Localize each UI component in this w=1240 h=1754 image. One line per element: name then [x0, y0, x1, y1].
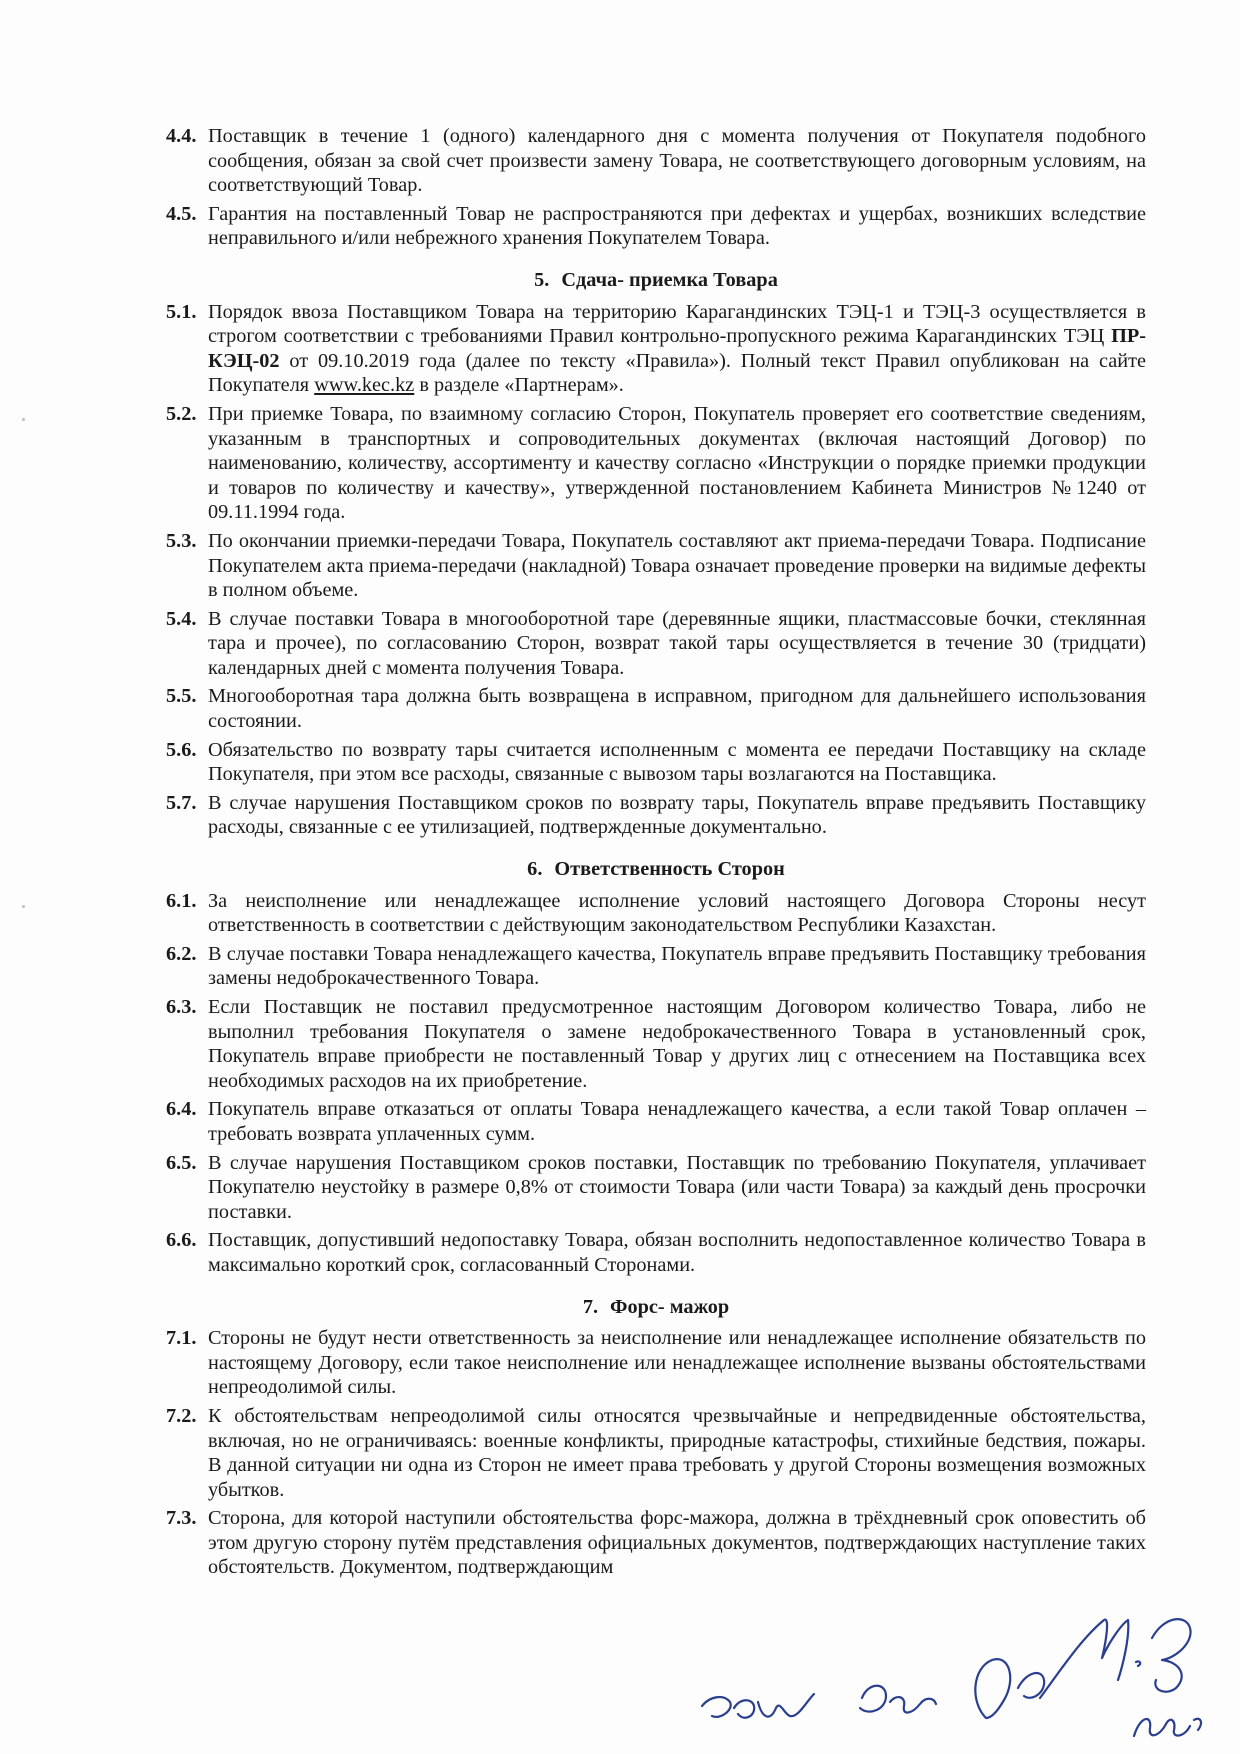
section-6-heading: [166, 857, 1146, 882]
clause-6-6: [166, 1228, 1146, 1277]
rules-code: ПР-КЭЦ-02: [208, 325, 1146, 372]
clause-number: 5.2.: [166, 402, 197, 425]
clause-number: 6.2.: [166, 942, 197, 965]
clause-5-1: [166, 300, 1146, 398]
clause-number: 6.5.: [166, 1151, 197, 1174]
clause-number: 6.1.: [166, 889, 197, 912]
clause-5-4: [166, 607, 1146, 681]
clause-text: Сторона, для которой наступили обстоятельства форс-мажора, должна в трёхдневный срок оповестить об этом другую сторону путём представления официальных документов, подтверждающих наступление таких обстоятельств. Документом, подтверждающим: [208, 1507, 1146, 1579]
clause-text: Покупатель вправе отказаться от оплаты Товара ненадлежащего качества, а если такой Товар оплачен – требовать возврата уплаченных сумм.: [208, 1098, 1146, 1145]
website-link[interactable]: www.kec.kz: [314, 374, 415, 397]
clause-number: 7.1.: [166, 1327, 197, 1350]
clause-number: 5.6.: [166, 738, 197, 761]
clause-5-7: [166, 791, 1146, 840]
clause-text: Поставщик в течение 1 (одного) календарного дня с момента получения от Покупателя подобного сообщения, обязан за свой счет произвести замену Товара, не соответствующего договорным условиям, на соответствующий Товар.: [208, 125, 1146, 197]
clause-text: Если Поставщик не поставил предусмотренное настоящим Договором количество Товара, либо не выполнил требования Покупателя о замене недоброкачественного Товара в установленный срок, Покупатель вправе приобрести не поставленный Товар у других лиц с отнесением на Поставщика всех необходимых расходов на их приобретение.: [208, 996, 1146, 1092]
clause-4-5: [166, 202, 1146, 251]
clause-6-5: [166, 1151, 1146, 1225]
section-number: 5.: [534, 268, 550, 291]
clause-number: 5.4.: [166, 607, 197, 630]
clause-7-1: [166, 1326, 1146, 1400]
clause-text: При приемке Товара, по взаимному согласию Сторон, Покупатель проверяет его соответствие сведениям, указанным в транспортных и сопроводительных документах (включая настоящий Договор) по наименованию, количеству, ассортименту и качеству согласно «Инструкции о порядке приемки продукции и товаров по количеству и качеству», утвержденной постановлением Кабинета Министров №1240 от 09.11.1994 года.: [208, 402, 1146, 524]
clause-5-5: [166, 684, 1146, 733]
clause-text-part: в разделе «Партнерам».: [414, 374, 624, 397]
section-title: Сдача- приемка Товара: [561, 268, 778, 291]
section-number: 6.: [527, 858, 543, 881]
contract-text: [166, 124, 1146, 1584]
handwritten-signatures-icon: [690, 1598, 1220, 1748]
clause-text: Многооборотная тара должна быть возвращена в исправном, пригодном для дальнейшего использования состоянии.: [208, 685, 1146, 733]
clause-number: 4.5.: [166, 202, 197, 225]
clause-text: Поставщик, допустивший недопоставку Товара, обязан восполнить недопоставленное количество Товара в максимально короткий срок, согласованный Сторонами.: [208, 1229, 1146, 1276]
clause-text: К обстоятельствам непреодолимой силы относятся чрезвычайные и непредвиденные обстоятельства, включая, но не ограничиваясь: военные конфликты, природные катастрофы, стихийные бедствия, пожары. В данной ситуации ни одна из Сторон не имеет права требовать у другой Стороны возмещения возможных убытков.: [208, 1404, 1146, 1501]
clause-6-3: [166, 995, 1146, 1093]
clause-text: В случае поставки Товара ненадлежащего качества, Покупатель вправе предъявить Поставщику требования замены недоброкачественного Товара.: [208, 942, 1146, 990]
clause-text: За неисполнение или ненадлежащее исполнение условий настоящего Договора Стороны несут ответственность в соответствии с действующим законодательством Республики Казахстан.: [208, 889, 1146, 937]
clause-text: [208, 300, 1146, 398]
clause-6-1: [166, 889, 1146, 938]
clause-5-2: [166, 402, 1146, 525]
scan-speck: [22, 905, 25, 908]
clause-text-part: от 09.10.2019 года (далее по тексту «Правила»). Полный текст Правил опубликован на сайте Покупателя: [208, 349, 1146, 397]
clause-7-2: [166, 1404, 1146, 1502]
section-title: Форс- мажор: [610, 1295, 730, 1318]
clause-number: 5.5.: [166, 685, 197, 708]
clause-number: 6.3.: [166, 996, 197, 1018]
clause-number: 4.4.: [166, 125, 197, 147]
clause-number: 5.3.: [166, 529, 197, 552]
section-number: 7.: [582, 1295, 599, 1318]
clause-7-3: [166, 1506, 1146, 1580]
clause-number: 5.1.: [166, 300, 197, 323]
clause-number: 7.3.: [166, 1507, 197, 1530]
clause-4-4: [166, 124, 1146, 198]
clause-text-part: Порядок ввоза Поставщиком Товара на территорию Карагандинских ТЭЦ-1 и ТЭЦ-3 осуществляется в строгом соответствии с требованиями Правил контрольно-пропускного режима Карагандинских ТЭЦ: [208, 300, 1146, 348]
clause-5-6: [166, 738, 1146, 787]
section-title: Ответственность Сторон: [554, 858, 785, 881]
clause-text: В случае нарушения Поставщиком сроков по возврату тары, Покупатель вправе предъявить Поставщику расходы, связанные с ее утилизацией, подтвержденные документально.: [208, 791, 1146, 839]
scan-speck: [22, 418, 25, 421]
clause-text: В случае нарушения Поставщиком сроков поставки, Поставщик по требованию Покупателя, уплачивает Покупателю неустойку в размере 0,8% от стоимости Товара (или части Товара) за каждый день просрочки поставки.: [208, 1151, 1146, 1223]
clause-6-4: [166, 1097, 1146, 1146]
clause-5-3: [166, 529, 1146, 603]
clause-number: 6.4.: [166, 1098, 197, 1121]
clause-text: Стороны не будут нести ответственность за неисполнение или ненадлежащее исполнение обязательств по настоящему Договору, если такое неисполнение или ненадлежащее исполнение вызваны обстоятельствами непреодолимой силы.: [208, 1327, 1146, 1399]
clause-text: В случае поставки Товара в многооборотной таре (деревянные ящики, пластмассовые бочки, стеклянная тара и прочее), по согласованию Сторон, возврат такой тары осуществляется в течение 30 (тридцати) календарных дней с момента получения Товара.: [208, 607, 1146, 679]
clause-text: Обязательство по возврату тары считается исполненным с момента ее передачи Поставщику на складе Покупателя, при этом все расходы, связанные с вывозом тары возлагаются на Поставщика.: [208, 738, 1146, 786]
clause-text: Гарантия на поставленный Товар не распространяются при дефектах и ущербах, возникших вследствие неправильного и/или небрежного хранения Покупателем Товара.: [208, 202, 1146, 250]
clause-text: По окончании приемки-передачи Товара, Покупатель составляют акт приема-передачи Товара. Подписание Покупателем акта приема-передачи (накладной) Товара означает проведение проверки на видимые дефекты в полном объеме.: [208, 529, 1146, 602]
clause-number: 5.7.: [166, 791, 197, 814]
clause-number: 6.6.: [166, 1229, 197, 1252]
section-5-heading: [166, 268, 1146, 293]
section-7-heading: [166, 1295, 1146, 1320]
clause-number: 7.2.: [166, 1404, 197, 1427]
clause-6-2: [166, 942, 1146, 991]
